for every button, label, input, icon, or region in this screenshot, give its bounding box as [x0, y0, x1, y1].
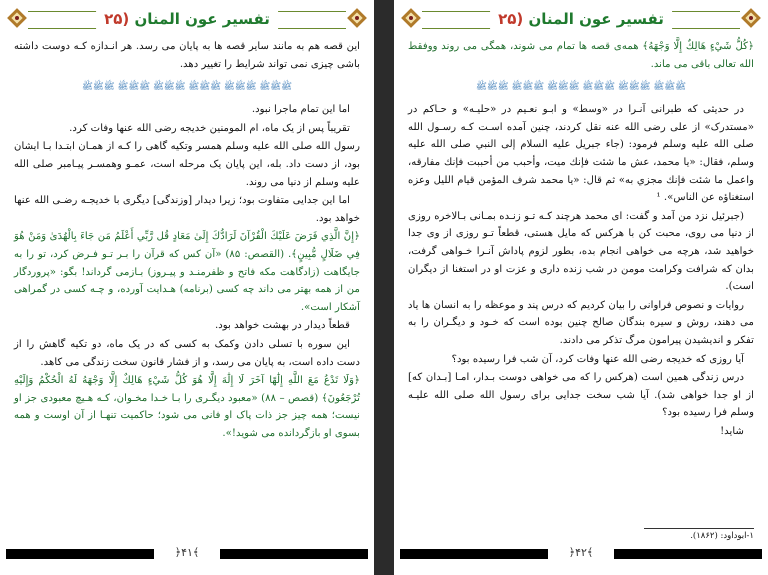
quran-verse: ﴿كُلُّ شَيْءٍ هَالِكٌ إِلَّا وَجْهَهُ﴾ همه‌ی قصه ها تمام می شوند، همگی می روند ووفقط الله تعالی باقی می ماند. — [408, 41, 754, 70]
page-number: ﴿۴۲﴾ — [568, 546, 594, 559]
section-separator: ﷺﷺﷺ ﷺﷺﷺ ﷺﷺﷺ ﷺﷺﷺ ﷺﷺﷺ ﷺﷺﷺ — [81, 82, 292, 93]
paragraph: تقریباً پس از یک ماه، ام المومنین خدیجه رضی الله عنها وفات کرد. — [69, 122, 350, 134]
footnote-rule — [644, 528, 754, 529]
title-text: تفسیر عون المنان — [134, 10, 270, 28]
page-number: ﴿۴۱﴾ — [174, 546, 200, 559]
paragraph: این قصه هم به مانند سایر قصه ها به پایان می رسد. هر انـدازه کـه دوست داشته باشی چیزی نمی تواند شرایط را تغییر دهد. — [14, 41, 360, 70]
page-title — [490, 6, 672, 32]
paragraph: اما این تمام ماجرا نبود. — [251, 104, 350, 116]
paragraph: در حدیثی که طبرانی آنـرا در «وسط» و ابـو نعـیم در «حلیـه» و حـاکم در «مستدرک» از علی رضی الله عنه نقل کردند، چنین آمده اسـت کـه رسـول الله صلی الله علیه وسلم فرمود: (جاء جبريل عليه السلام إلى النبي صلى الله عليه وسلم، فقال: «يا محمد، عش ما شئت فإنك ميت، وأحبب من أحببت فإنك مفارقه، واعمل ما شئت فإنك مجزي به» ثم قال: «يا محمد شرف المؤمن قيام الليل وعزه استغناؤه عن الناس». ¹ — [408, 104, 754, 204]
page-gutter — [374, 0, 394, 575]
page-body — [408, 38, 754, 441]
paragraph: قطعاً دیدار در بهشت خواهد بود. — [215, 320, 350, 332]
page-title — [96, 6, 278, 32]
footer-bar — [614, 549, 762, 559]
footer-bar — [220, 549, 368, 559]
paragraph: درس زندگی همین است (هرکس را که می خواهی دوست بـدار، امـا [بـدان که] از او جدا خواهی شد). آیا شب سخت جدایی برای رسول الله صلی الله علیـه وسلم فرا رسیده بود؟ — [408, 372, 754, 419]
title-text: تفسیر عون المنان — [528, 10, 664, 28]
paragraph: اما این جدایی متفاوت بود؛ زیرا دیدار [وزندگی] دیگری با خدیجـه رضـی الله عنها خواهد بود. — [14, 195, 360, 224]
paragraph: آیا روزی که خدیجه رضی الله عنها وفات کرد، آن شب فرا رسیده بود؟ — [451, 353, 744, 365]
paragraph: این سوره با تسلی دادن وکمک به کسی که در یک ماه، دو تکیه گاهش را از دست داده است، به پایان می رسد، و از فشار قانون سخت زندگی می کاهد. — [14, 338, 360, 368]
page-footer — [6, 547, 368, 561]
paragraph: شاید! — [720, 425, 744, 437]
title-number: (۲۵ — [104, 10, 130, 28]
quran-verse: ﴿إِنَّ الَّذِي فَرَضَ عَلَيْكَ الْقُرْآنَ لَرَادُّكَ إِلَىٰ مَعَادٍ قُل رَّبِّي أَعْلَمُ مَن جَاءَ بِالْهُدَىٰ وَمَنْ هُوَ فِي ضَلَالٍ مُّبِينٍ﴾. (القصص: ۸۵) «آن کس که قرآن را بـر تـو فـرض کرد، تو را به جایگاهت (زادگاهت مکه فاتح و ظفرمنـد و پیـروز) بـازمی گرداند! بگو: «پروردگار من از همه بهتر می داند چه کسی (برنامه) هـدایت آورده، و چـه کسی در گمراهی آشکار است». — [14, 231, 360, 313]
ornament-icon — [346, 7, 368, 29]
quran-verse: ﴿وَلَا تَدْعُ مَعَ اللَّهِ إِلَٰهًا آخَرَ لَا إِلَٰهَ إِلَّا هُوَ كُلُّ شَيْءٍ هَالِكٌ إِلَّا وَجْهَهُ لَهُ الْحُكْمُ وَإِلَيْهِ تُرْجَعُونَ﴾ (قصص – ۸۸) «معبود دیگـری را بـا خـدا مخـوان، کـه هـیچ معبودی جز او نیست؛ همه چیز جز ذات پاک او فانی می شود؛ حاکمیت تنهـا از آن اوست و همه بسوی او بازگردانده می شوید!». — [14, 375, 361, 439]
page-right — [394, 0, 768, 575]
ornament-icon — [740, 7, 762, 29]
paragraph: رسول الله صلی الله علیه وسلم همسر وتکیه گاهی را کـه از همـان ابتـدا بـا ایشان بود، از دست داد. بله، این پایان یک مرحله است، عمـو وهمسـر پیـامبر صلی الله علیه وسلم از دنیا می روند. — [14, 141, 360, 188]
page-body — [14, 38, 360, 443]
footnote: ۱-ابوداود: (۱۸۶۲). — [690, 531, 754, 541]
footer-bar — [6, 549, 154, 559]
paragraph: (جبرئیل نزد من آمد و گفت: ای محمد هرچند کـه تـو زنـده بمـانی بـالاخره روزی از دنیا می روی، محبت کن با هرکس که مایل هستی، قطعاً تـو روزی از وی جدا خواهید شد، هرچه می خواهی انجام بده، بطور لزوم پاداش آنـرا خـواهی گرفت، بدان که شرافت وکرامت مومن در شب زنده داری و عزت او در استغنا از دیگران است). — [408, 210, 754, 293]
title-number: (۲۵ — [498, 10, 524, 28]
ornament-icon — [400, 7, 422, 29]
page-header — [6, 6, 368, 32]
page-footer — [400, 547, 762, 561]
page-left — [0, 0, 374, 575]
page-header — [400, 6, 762, 32]
section-separator: ﷺﷺﷺ ﷺﷺﷺ ﷺﷺﷺ ﷺﷺﷺ ﷺﷺﷺ ﷺﷺﷺ — [475, 82, 686, 93]
paragraph: روایات و نصوص فراوانی را بیان کردیم که درس پند و موعظه را به انسان ها یاد می دهند، روش و سیره بندگان صالح چنین بوده است که خـود و دیگـران را به تفکر و اندیشیدن پیرامون مرگ تذکر می دادند. — [408, 299, 754, 346]
ornament-icon — [6, 7, 28, 29]
footer-bar — [400, 549, 548, 559]
